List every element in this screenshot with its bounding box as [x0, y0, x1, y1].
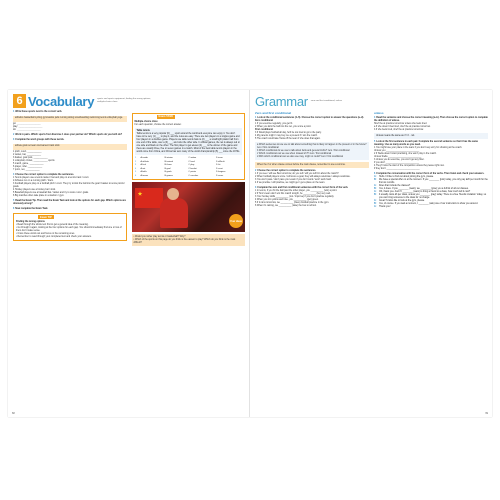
- list-item: 3 Football players play on a football pitch / court. They try to kick the ball into the goal / basket to score points / goals.: [13, 183, 126, 188]
- dialogue-text: Great! I'd also like to look at the gym, please.: [379, 200, 425, 202]
- exercise-3: 3Complete the word groups with these words. athlete goal net team tournament track stick 1 pitch, court, ___________ 2 racket, bat, ___________ 3 basket, goal post, ___________ 4 volleyball, cricket, ___________ sports 5 match, game, ___________ 6 player, rider, ___________ 7 point, net, ___________: [13, 139, 127, 172]
- speaker-label: A:: [374, 191, 377, 193]
- list-item: 4 If we practise / will practise, we might get / get a place on the team.: [255, 181, 326, 184]
- answer-option[interactable]: D leagues: [216, 171, 226, 174]
- page-title: Grammar: [255, 93, 308, 109]
- exercise-2: 2Work in pairs. Which sports from Exercise 1 does your partner do? Which sports do you both do?: [13, 134, 123, 136]
- left-column: [13, 111, 127, 248]
- answer-option[interactable]: B throw: [164, 164, 172, 167]
- answer-option[interactable]: D inner: [216, 156, 223, 159]
- list-item: b If she feels tired, she'll be at practice tomorrow.: [374, 128, 424, 131]
- speaker-label: A:: [374, 176, 377, 178]
- exercise-2: 2Choose the correct option to complete the sentences. 1 If you see / will see Ben tomorrow, do you tell / will you tell him about the match? 2 When football players score / will score a goal, they will always celebrate / always celebrate. 3 You won't pass / don't pass your exam if you don't work / won't work hard. 4 If we practise / will practise, we might get / get a place on the team.: [255, 170, 369, 185]
- list-item: Unless Stella __________________________: [374, 156, 422, 158]
- tip-bullet: • Go through it again, looking at the four options for each gap. You should immediately find one or two of them don't make sense.: [16, 227, 122, 233]
- answer-option[interactable]: C indoor: [188, 156, 197, 159]
- question-number: 6: [135, 174, 137, 177]
- dialogue-text: We have a special offer on at the moment. If you ________ (join) today, you only pay £20 per month for the first six months.: [379, 179, 488, 184]
- dialogue-line: [374, 206, 488, 209]
- dialogue: [374, 176, 488, 209]
- list-item: 1 Tennis players use a tennis racket / bat and play on a tennis track / court.: [13, 177, 90, 179]
- list-item: 2 When you kick the ball into the net, you score a point.: [255, 125, 312, 128]
- table-tennis-photo: [132, 182, 246, 232]
- list-item: 3 basket, goal post, ___________: [13, 157, 48, 159]
- question-number: 3: [135, 164, 137, 167]
- question-number: 4: [135, 167, 137, 170]
- reading-passage: Table tennis Table tennis is a very popular (0) ___ sport around the world and everyone can enjoy it. You don't have to be very (1) ___ to play it, and the rules are easy. There are two players in a singles game and four players in a doubles game. Players use table tennis bats to (2) ___ a small light plastic ball from one end of the table, over a (3) ___, and onto the other side. In official games, the net is always red or one side and black on the other. The first player to get eleven (4) ___ is the winner of the game and there are usually three, five or seven games in a match. Most of the best table tennis players in the world come from China, and China has won many of the world championship (5) ___ since the 1970s.: [135, 128, 243, 155]
- exercise-1: 1Write these sports next to the correct verb. athletics basketball cycling gymnastics judo running skiing snowboarding swimming tennis volleyball yoga go: ______________________ play: ______________________ do: ______________________: [13, 111, 127, 132]
- question-box: a Which sentences do we use to talk about something that is likely to happen in the present or in the future? zero / first conditional b Which conditional do we use to talk about facts and general truths? zero / first conditional c Which conditional can we use when instead of if? zero / first conditional d With which conditional can we also use may, might or could? zero / first conditional: [255, 142, 369, 160]
- list-item: 4 My parents might / may buy me a present if I win the match.: [255, 134, 318, 137]
- page-number: 68: [12, 412, 15, 415]
- answer-option[interactable]: C play: [188, 164, 195, 167]
- list-item: 3 You won't pass / don't pass your exam if you don't work / won't work hard.: [255, 178, 332, 181]
- player-shirt: [160, 198, 188, 228]
- word-box: athletics basketball cycling gymnastics judo running skiing snowboarding swimming tennis volleyball yoga: [13, 116, 127, 122]
- list-item: Unless you __________________________: [374, 150, 420, 152]
- left-column: [255, 111, 369, 211]
- answer-option[interactable]: B goal: [164, 167, 171, 170]
- exam-task-box: Exam TASK Multiple-choice cloze For each question, choose the correct answer. Table tennis Table tennis is a very popular (0) ___ sport around the world and everyone can enjoy it. You don't have to be very (1) ___ to play it, and the rules are easy. There are two players in a singles game and four players in a doubles game. Players use table tennis bats to (2) ___ a small light plastic ball from one end of the table, over a (3) ___, and onto the other side. In official games, the net is always red or one side and black on the other. The first player to get eleven (4) ___ is the winner of the game and there are usually three, five or seven games in a match. Most of the best table tennis players in the world come from China, and China has won many of the world championship (5) ___ since the 1970s. 1 A inside B interior C indoor D inner 2 A athletic B trained C hard D difficult 3 A kick B throw C play D hit 4 A net B goal C basket D court 5 A balls B goals C points D leagues 6 A teams B games C coaches D races: [132, 113, 246, 181]
- answer-option[interactable]: A teams: [140, 174, 149, 177]
- definition-box: Unless means the same as if / if... not.: [374, 133, 488, 139]
- answer-option[interactable]: B interior: [164, 156, 173, 159]
- dialogue-text: Thank you!: [379, 206, 391, 208]
- page-subtitle: zero and first conditional; unless: [310, 99, 343, 102]
- unit-number-badge: 6: [13, 94, 26, 108]
- answer-option[interactable]: A athletic: [140, 160, 149, 163]
- answer-option[interactable]: A balls: [140, 171, 147, 174]
- answer-option[interactable]: D court: [216, 167, 223, 170]
- list-item: 6 player, rider, ___________: [13, 166, 43, 168]
- right-column: [374, 111, 488, 211]
- speaker-label: B:: [374, 194, 377, 196]
- page-title: Vocabulary: [28, 93, 95, 109]
- question-number: 1: [135, 156, 137, 159]
- word-box: athlete goal net team tournament track stick: [13, 144, 127, 150]
- list-item: If you don't __________________________: [374, 162, 420, 164]
- answer-option[interactable]: C basket: [188, 167, 197, 170]
- exercise-4: 4Read the sentence and choose the correct meaning (a–b). Then choose the correct option to complete the definition of unless. She'll be at practice tomorrow unless she feels tired. a If she doesn't feel tired, she'll be at practice tomorrow. b If she feels tired, she'll be at practice tomorrow. Unless means the same as if / if... not.: [374, 117, 488, 140]
- exercise-6: 6Complete the conversation with the correct form of the verbs. Then listen and check your answers. A: Hello. I'd like to find out about joining the gym, please. B: We have a special offer on at the moment. If you ________ (join) today, you only pay £20 per month for the first six months. A: Does that include the classes? B: Yes, it does. If you ________ (want), we ________ (give) you a full list of all our classes. A: OK, thank you. And if I ________ (want) to bring a friend to a class, how much will it cost? B: It usually costs £3 per class, unless you ________ (pay) today. There is a free 'friends invitation' today, so you can bring someone to the class for no charge. A: Great! I'd also like to look at the gym, please. B: Yes, of course. If you wait a moment, I ________ (ask) one of our instructors to show you around. A: Thank you!: [374, 173, 488, 208]
- list-item: 3 Unless you do exercise, you won't get any fitter.: [374, 159, 425, 161]
- answer-option[interactable]: B games: [164, 174, 173, 177]
- list-item: 4 When you mix yellow and blue, you __________ (get) green.: [255, 198, 319, 201]
- right-page: [250, 90, 492, 417]
- list-item: 2 If Stella doesn't start practising, she won't play in the match.: [374, 153, 437, 155]
- exam-task-label: Exam TASK: [158, 115, 174, 119]
- verb-line: go: ______________________: [13, 123, 41, 125]
- verb-line: do: ______________________: [13, 129, 41, 131]
- answer-option[interactable]: A kick: [140, 164, 146, 167]
- list-item: If they don't __________________________: [374, 168, 420, 170]
- player-face: [167, 188, 179, 200]
- list-item: 1 In tennis, if you hit the ball past the other player, you __________ (win) a point.: [255, 189, 338, 192]
- list-item: 7 point, net, ___________: [13, 169, 40, 171]
- answer-option[interactable]: C coaches: [188, 174, 199, 177]
- answer-option[interactable]: A net: [140, 167, 146, 170]
- exam-tip-label: Exam TIP: [40, 215, 52, 219]
- exercise-5: 5Look at the first sentence in each pair. Complete the second sentence so that it has the same meaning. Use as many words as you need. 1 You might lose your place in the team if you don't say sorry for shouting at the coach. Unless you __________________________ 2 If Stella doesn't start practising, she won't play in the match. Unless Stella __________________________ 3 Unless you do exercise, you won't get any fitter. If you don't __________________________ 4 They'll miss the start of the competition unless they leave right now. If they don't __________________________: [374, 141, 488, 171]
- list-item: 1 pitch, court, ___________: [13, 151, 42, 153]
- speaker-label: A:: [374, 185, 377, 187]
- idea-bullet: • Which of the sports on this page do you think is the easiest to play? Which do you think is the most difficult?: [133, 238, 236, 244]
- dialogue-text: It usually costs £3 per class, unless you ________ (pay) today. There is a free 'friends invitation' today, so you can bring someone to the class for no charge.: [379, 194, 487, 199]
- list-item: 4 They'll miss the start of the competition unless they leave right now.: [374, 165, 445, 167]
- watch-out-box: When the if or when clause comes before the main clause, remember to use a comma.: [255, 162, 369, 168]
- right-column: [132, 111, 246, 248]
- list-item: 5 If it rains tomorrow, we __________ (have) football practice in the gym.: [255, 201, 330, 204]
- answer-option[interactable]: C hard: [188, 160, 195, 163]
- list-item: 2 When football players score / will score a goal, they will always celebrate / always celebrate.: [255, 175, 351, 178]
- list-item: 1 If you see / will see Ben tomorrow, do you tell / will you tell him about the match?: [255, 172, 339, 175]
- grammar-header: [255, 93, 488, 109]
- your-ideas-badge: Your ideas: [229, 214, 243, 228]
- speaker-label: B:: [374, 179, 377, 181]
- your-ideas-box: [132, 234, 246, 246]
- exercise-4: 4Choose the correct option to complete the sentences. 1 Tennis players use a tennis racket / bat and play on a tennis track / court. 2 Athletes run on a running pitch / track. 3 Football players play on a football pitch / court. They try to kick the ball into the goal / basket to score points / goals. 4 Hockey players use a hockey bat / stick. 5 Baseball players use a baseball bat / racket and try to score runs / goals. 6 Big matches often take place in a stadium / gym.: [13, 174, 126, 197]
- answer-option[interactable]: B goals: [164, 171, 172, 174]
- question-number: 5: [135, 171, 137, 174]
- list-item: 2 Athletes run on a running pitch / track.: [13, 180, 54, 182]
- section-heading: unless: [374, 111, 384, 115]
- page-number: 69: [485, 412, 488, 415]
- list-item: 1 You might lose your place in the team if you don't say sorry for shouting at the coach.: [374, 147, 463, 149]
- verb-line: play: ______________________: [13, 126, 43, 128]
- list-item: 1 If you exercise regularly, you get fit.: [255, 122, 293, 125]
- list-item: a If she doesn't feel tired, she'll be at practice tomorrow.: [374, 125, 431, 128]
- answer-option[interactable]: C points: [188, 171, 197, 174]
- question-number: 2: [135, 160, 137, 163]
- list-item: 3 If David plays football all day, he'll be too tired to go to the party.: [255, 131, 322, 134]
- options-row: [135, 175, 243, 179]
- speaker-label: A:: [374, 200, 377, 202]
- unit-header: [13, 93, 245, 109]
- options-table: [135, 157, 243, 179]
- speaker-label: B:: [374, 188, 377, 190]
- list-item: 4 volleyball, cricket, ___________ sports: [13, 160, 55, 162]
- list-item: 2 If Tom's team don't win this match tonight, he __________ (be) very sad.: [255, 192, 331, 195]
- tip-bullet: • Cross these words out and focus on the remaining ones.: [16, 233, 75, 236]
- list-item: 4 Hockey players use a hockey bat / stick.: [13, 189, 56, 191]
- exam-tip-box: Exam TIP Finding the wrong options • Read through the whole text first to get a general idea of the meaning. • Go through it again, looking at the four options for each gap. You should immediately find one or two of them don't make sense. • Cross these words out and focus on the remaining ones. • Remember to read through your completed text and check your answers.: [13, 213, 127, 241]
- dialogue-text: Yes, it does. If you ________ (want), we ________ (give) you a full list of all our classes.: [379, 188, 469, 190]
- list-item: 5 The coach could take Tania off the team if she does that again.: [255, 137, 321, 140]
- speaker-label: A:: [374, 206, 377, 208]
- exercise-3: 3Complete the zero and first conditional sentences with the correct form of the verb. 1 In tennis, if you hit the ball past the other player, you __________ (win) a point. 2 If Tom's team don't win this match tonight, he __________ (be) very sad. 3 Your hockey skills __________ (not / improve) if you don't practise regularly. 4 When you mix yellow and blue, you __________ (get) green. 5 If it rains tomorrow, we __________ (have) football practice in the gym. 6 When it's raining, we __________ (take) the bus to school.: [255, 187, 369, 208]
- dialogue-text: Does that include the classes?: [379, 185, 411, 187]
- list-item: 5 match, game, ___________: [13, 163, 44, 165]
- dialogue-text: Yes, of course. If you wait a moment, I ________ (ask) one of our instructors to show you around.: [379, 203, 478, 205]
- answer-option[interactable]: B trained: [164, 160, 173, 163]
- exercise-1: 1Look at the conditional sentences (1–5). Choose the correct option to answer the questions (a–d). Zero conditional 1 If you exercise regularly, you get fit. 2 When you kick the ball into the net, you score a point. First conditional 3 If David plays football all day, he'll be too tired to go to the party. 4 My parents might / may buy me a present if I win the match. 5 The coach could take Tania off the team if she does that again. a Which sentences do we use to talk about something that is likely to happen in the present or in the future? zero / first conditional b Which conditional do we use to talk about facts and general truths? zero / first conditional c Which conditional can we use when instead of if? zero / first conditional d With which conditional can we also use may, might or could? zero / first conditional: [255, 117, 369, 161]
- textbook-spread: [8, 90, 492, 417]
- answer-option[interactable]: D difficult: [216, 160, 225, 163]
- list-item: 3 Your hockey skills __________ (not / improve) if you don't practise regularly.: [255, 195, 335, 198]
- speaker-label: B:: [374, 203, 377, 205]
- tip-bullet: • Remember to read through your completed text and check your answers.: [16, 236, 92, 239]
- list-item: 6 When it's raining, we __________ (take) the bus to school.: [255, 204, 317, 207]
- list-item: 6 Big matches often take place in a stadium / gym.: [13, 195, 65, 197]
- answer-option[interactable]: D races: [216, 174, 224, 177]
- page-subtitle: sports and sports equipment; finding the wrong options; multiple-choice cloze: [97, 98, 151, 103]
- dialogue-text: Hello. I'd like to find out about joining the gym, please.: [379, 176, 434, 178]
- section-heading: Zero and first conditional: [255, 111, 292, 115]
- dialogue-line: [374, 203, 488, 206]
- china-flag: [135, 188, 163, 208]
- tip-bullet: • Read through the whole text first to get a general idea of the meaning.: [16, 224, 89, 227]
- answer-option[interactable]: D hit: [216, 164, 221, 167]
- idea-bullet: • Would you rather play tennis or basketball? Why?: [133, 235, 186, 238]
- list-item: 5 Baseball players use a baseball bat / racket and try to score runs / goals.: [13, 192, 89, 194]
- exercise-5: 5Read the Exam Tip. Then read the Exam Task and look at the options for each gap. Which options are obviously wrong?: [13, 200, 126, 205]
- dialogue-text: OK, thank you. And if I ________ (want) to bring a friend to a class, how much will it cost?: [379, 191, 471, 193]
- exercise-6: 6Now complete the Exam Task.: [13, 208, 49, 210]
- list-item: 2 racket, bat, ___________: [13, 154, 41, 156]
- left-page: [8, 90, 250, 417]
- answer-option[interactable]: A inside: [140, 156, 148, 159]
